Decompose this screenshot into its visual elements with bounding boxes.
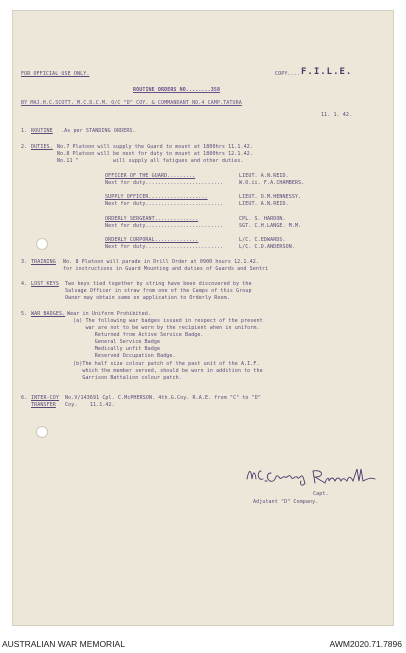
roster-role: SUPPLY OFFICER................... — [105, 194, 208, 200]
roster-name: LIEUT. A.N.REID. — [239, 201, 289, 207]
item-number: 3. — [21, 259, 28, 265]
item-heading-continued: TRANSFER — [31, 402, 56, 408]
item-text: No.11 " will supply all fatigues and other duties. — [57, 158, 244, 164]
signatory-rank: Capt. — [313, 491, 329, 497]
item-text: war are not to be worn by the recipient when in uniform. — [73, 325, 260, 331]
item-number: 6. — [21, 395, 28, 401]
item-text: Two keys tied together by string have been discovered by the — [65, 281, 252, 287]
roster-role: OFFICER OF THE GUARD......... — [105, 173, 196, 179]
roster-role: Next for duty......................... — [105, 244, 224, 250]
document-page — [12, 10, 394, 626]
roster-role: ORDERLY CORPORAL.............. — [105, 237, 199, 243]
roster-role: Next for duty......................... — [105, 223, 224, 229]
item-text: .As per STANDING ORDERS. — [61, 128, 136, 134]
signatory-title: Adjutant "D" Company. — [253, 499, 319, 505]
item-heading: INTER-COY — [31, 395, 59, 401]
roster-name: W.O.ii. F.A.CHAMBERS. — [239, 180, 305, 186]
item-text: Medically unfit Badge — [73, 346, 161, 352]
copy-value: F.I.L.E. — [301, 67, 353, 77]
document-title: ROUTINE ORDERS NO........358 — [133, 87, 221, 93]
item-text: (b)The half size colour patch of the past unit of the A.I.F. — [73, 361, 260, 367]
roster-name: L/C. C.D.ANDERSON. — [239, 244, 295, 250]
item-number: 4. — [21, 281, 28, 287]
item-heading: ROUTINE — [31, 128, 53, 134]
item-heading: DUTIES. — [31, 144, 53, 150]
roster-name: SGT. C.H.LANGE. M.M. — [239, 223, 302, 229]
item-text: Returned from Active Service Badge. — [73, 332, 204, 338]
roster-role: ORDERLY SERGEANT.............. — [105, 216, 199, 222]
item-number: 5. — [21, 311, 28, 317]
item-text: No.7 Platoon will supply the Guard to mount at 1800hrs 11.1.42. — [57, 144, 253, 150]
item-text: Owner may obtain same on application to Orderly Room. — [65, 295, 230, 301]
copy-label: COPY.... — [275, 71, 300, 77]
roster-name: LIEUT. A.N.REID. — [239, 173, 289, 179]
official-use-label: FOR OFFICIAL USE ONLY. — [21, 71, 90, 77]
item-text: (a) The following war badges issued in respect of the present — [73, 318, 263, 324]
item-heading: TRAINING — [31, 259, 56, 265]
item-text: No. 8 Platoon will parade in Drill Order at 0900 hours 12.1.42. — [63, 259, 259, 265]
by-line: BY MAJ.H.C.SCOTT, M.C.D.C.M. O/C "D" COY. & COMMANDANT NO.4 CAMP.TATURA — [21, 100, 242, 106]
item-text: Salvage Officer in straw from one of the Camps of this Group — [65, 288, 252, 294]
punch-hole — [36, 238, 48, 250]
item-text: No.V/143691 Cpl. C.McPHERSON. 4th.G.Coy. R.A.E. from "C" to "D" — [65, 395, 261, 401]
item-text: No.8 Platoon will be next for duty to mount at 1800hrs 12.1.42. — [57, 151, 253, 157]
item-text: Wear in Uniform Prohibited. — [67, 311, 151, 317]
handwritten-signature — [243, 463, 393, 487]
item-text: Reserved Occupation Badge. — [73, 353, 176, 359]
roster-name: L/C. C.EDWARDS. — [239, 237, 286, 243]
roster-name: CPL. S. HARDON. — [239, 216, 286, 222]
item-heading: LOST KEYS — [31, 281, 59, 287]
item-number: 2. — [21, 144, 28, 150]
document-date: 11. 1. 42. — [321, 112, 353, 118]
footer-source: AUSTRALIAN WAR MEMORIAL — [2, 639, 125, 649]
item-text: Coy. 11.1.42. — [65, 402, 115, 408]
footer-catalog-id: AWM2020.71.7896 — [329, 639, 402, 649]
roster-role: Next for duty......................... — [105, 180, 224, 186]
item-text: Garrison Battalion colour patch. — [73, 375, 182, 381]
roster-name: LIEUT. O.M.HENNESSY. — [239, 194, 302, 200]
item-heading: WAR BADGES. — [31, 311, 66, 317]
punch-hole — [36, 426, 48, 438]
item-text: for instructions in Guard Mounting and duties of Guards and Sentri — [63, 266, 269, 272]
item-text: General Service Badge — [73, 339, 161, 345]
item-text: which the member served, should be worn in addition to the — [73, 368, 263, 374]
item-number: 1. — [21, 128, 28, 134]
roster-role: Next for duty......................... — [105, 201, 224, 207]
